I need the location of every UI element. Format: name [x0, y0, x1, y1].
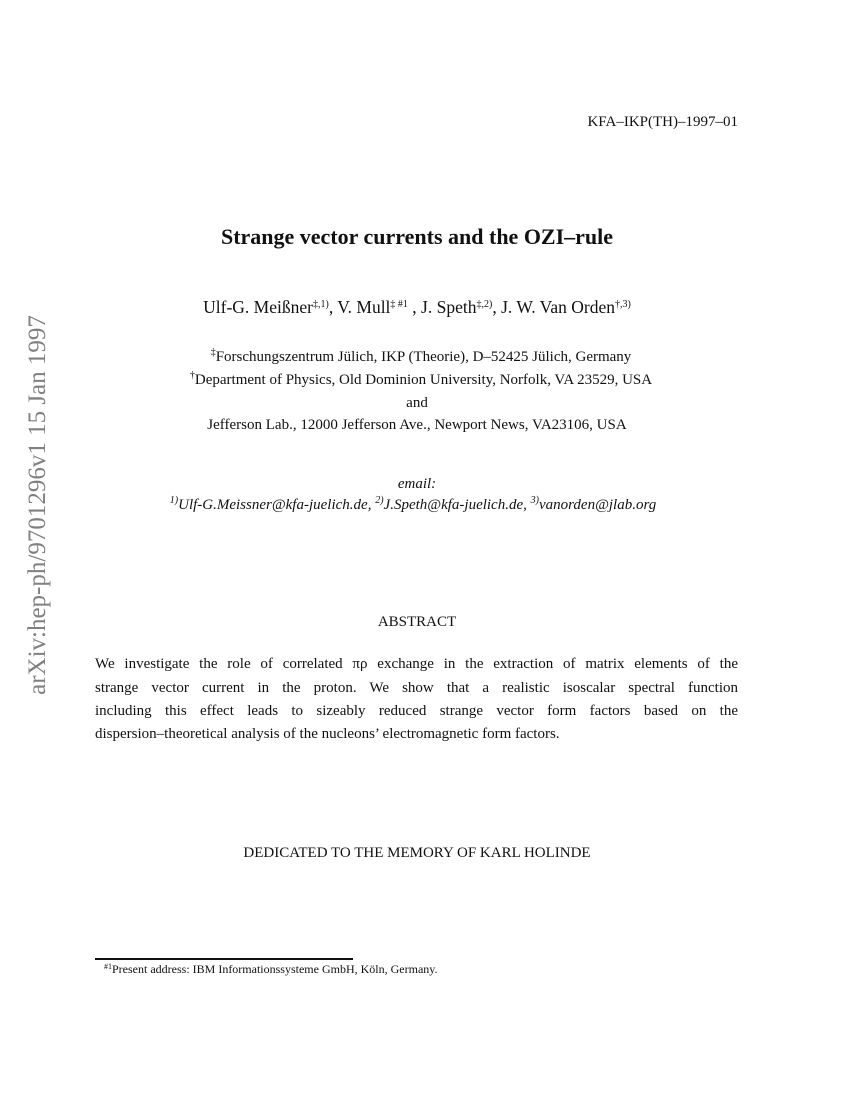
affiliation-jlab: Jefferson Lab., 12000 Jefferson Ave., Newport News, VA23106, USA [207, 417, 627, 433]
abstract-line: strange vector current in the proton. We show that a realistic isoscalar spectral function [95, 680, 738, 696]
author: J. W. Van Orden$^{\dagger,3)}$ [501, 297, 631, 317]
abstract-heading: ABSTRACT [377, 614, 457, 630]
abstract-line: dispersion–theoretical analysis of the nucleons’ electromagnetic form factors. [95, 726, 560, 742]
email-label: email: [397, 476, 437, 492]
email-link[interactable]: J.Speth@kfa-juelich.de, [383, 497, 527, 513]
affiliation-odu: †Department of Physics, Old Dominion University, Norfolk, VA 23529, USA [189, 370, 653, 388]
email-link[interactable]: vanorden@jlab.org [538, 497, 657, 513]
affiliation-and: and [406, 395, 428, 411]
arxiv-stamp: arXiv:hep-ph/9701296v1 15 Jan 1997 [24, 315, 51, 695]
email-list: $^{1)}$Ulf-G.Meissner@kfa-juelich.de, $^{2)}$J.Speth@kfa-juelich.de, $^{3)}$vanorden@jlab.org [169, 495, 657, 513]
email-link[interactable]: Ulf-G.Meissner@kfa-juelich.de, [178, 497, 372, 513]
abstract-line: We investigate the role of correlated πρ exchange in the extraction of matrix elements of the [95, 656, 738, 672]
report-number: KFA–IKP(TH)–1997–01 [587, 114, 738, 130]
dedication: DEDICATED TO THE MEMORY OF KARL HOLINDE [243, 845, 591, 861]
abstract-line: including this effect leads to sizeably reduced strange vector form factors based on the [95, 703, 738, 719]
affiliation-juelich: ‡Forschungszentrum Jülich, IKP (Theorie), D–52425 Jülich, Germany [210, 347, 632, 365]
paper-title: Strange vector currents and the OZI–rule [220, 224, 614, 249]
footnote-rule [95, 958, 353, 960]
author: J. Speth$^{\ddagger,2)}$, [421, 297, 502, 317]
author: V. Mull$^{\ddagger \#1}$ , [337, 297, 422, 317]
author: Ulf-G. Meißner$^{\ddagger,1)}$, [203, 297, 338, 317]
footnote: $^{\#1}$Present address: IBM Informationssysteme GmbH, Köln, Germany. [104, 962, 438, 976]
author-list [0, 297, 842, 318]
